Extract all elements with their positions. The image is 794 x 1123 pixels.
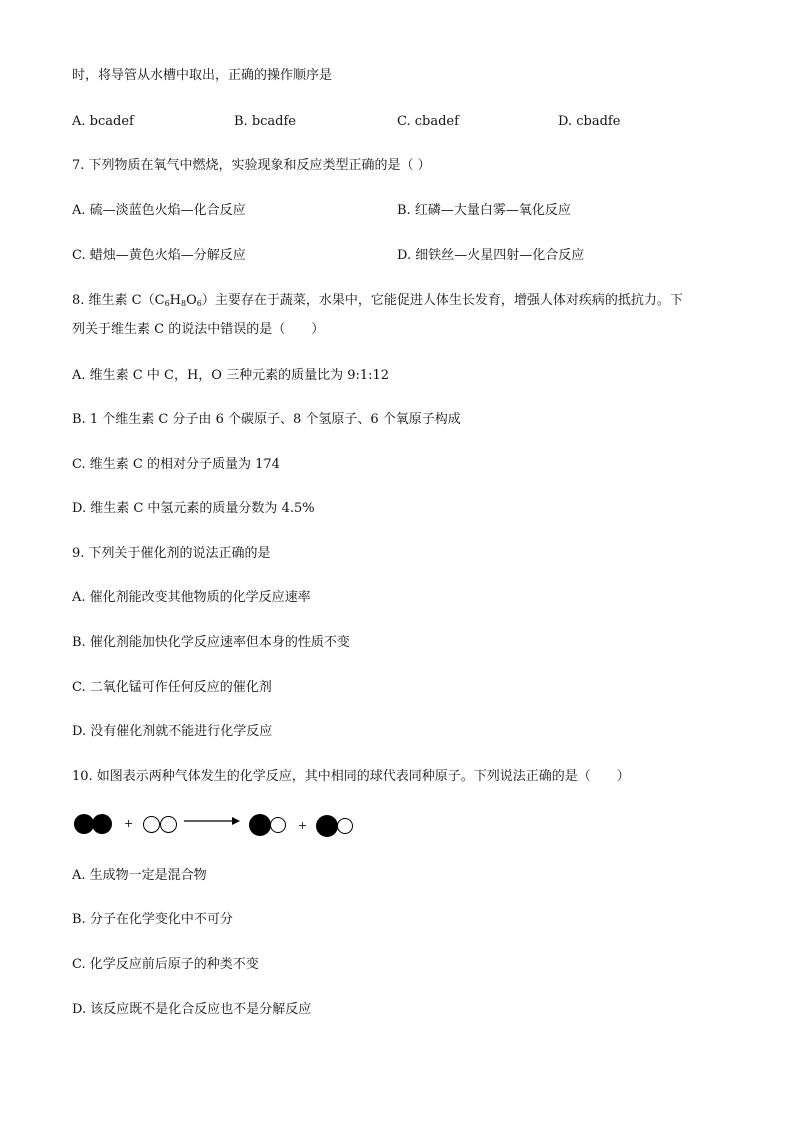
q8-option-c: C. 维生素 C 的相对分子质量为 174 bbox=[72, 457, 280, 472]
q6-option-d: D. cbadfe bbox=[558, 114, 621, 129]
black-atom bbox=[92, 814, 112, 834]
q9-option-b: B. 催化剂能加快化学反应速率但本身的性质不变 bbox=[72, 635, 350, 650]
reaction-arrow-icon bbox=[184, 815, 240, 827]
q7-option-c: C. 蜡烛—黄色火焰—分解反应 bbox=[72, 248, 246, 263]
q9-option-a: A. 催化剂能改变其他物质的化学反应速率 bbox=[72, 590, 311, 605]
q8-stem-line2: 列关于维生素 C 的说法中错误的是（ ） bbox=[72, 322, 325, 337]
q10-option-d: D. 该反应既不是化合反应也不是分解反应 bbox=[72, 1002, 312, 1017]
reactant-black-molecule bbox=[74, 812, 118, 838]
q7-option-a: A. 硫—淡蓝色火焰—化合反应 bbox=[72, 203, 246, 218]
q9-option-c: C. 二氧化锰可作任何反应的催化剂 bbox=[72, 680, 272, 695]
black-atom bbox=[316, 815, 338, 837]
reactant-white-molecule bbox=[143, 812, 179, 838]
q8-option-d: D. 维生素 C 中氢元素的质量分数为 4.5% bbox=[72, 501, 315, 516]
q9-stem: 9. 下列关于催化剂的说法正确的是 bbox=[72, 546, 271, 561]
q6-option-b: B. bcadfe bbox=[234, 114, 296, 129]
q7-option-b: B. 红磷—大量白雾—氧化反应 bbox=[397, 203, 571, 218]
q10-stem: 10. 如图表示两种气体发生的化学反应，其中相同的球代表同种原子。下列说法正确的是（ ） bbox=[72, 769, 630, 784]
product-molecule-1 bbox=[249, 812, 293, 838]
q7-stem: 7. 下列物质在氧气中燃烧，实验现象和反应类型正确的是（ ） bbox=[72, 158, 431, 173]
plus-sign: + bbox=[124, 817, 134, 830]
q10-option-a: A. 生成物一定是混合物 bbox=[72, 868, 207, 883]
black-atom bbox=[74, 814, 94, 834]
q6-option-c: C. cbadef bbox=[397, 114, 459, 129]
q6-option-a: A. bcadef bbox=[72, 114, 134, 129]
white-atom bbox=[160, 816, 177, 833]
q10-option-c: C. 化学反应前后原子的种类不变 bbox=[72, 957, 259, 972]
q9-option-d: D. 没有催化剂就不能进行化学反应 bbox=[72, 724, 273, 739]
q10-option-b: B. 分子在化学变化中不可分 bbox=[72, 912, 233, 927]
black-atom bbox=[249, 814, 271, 836]
q7-option-d: D. 细铁丝—火星四射—化合反应 bbox=[397, 248, 585, 263]
white-atom bbox=[143, 816, 160, 833]
q8-stem: 8. 维生素 $C(C_6H_8O_6)$主要存在于蔬菜，水果中，它能促进人体生长发育，增强人体对疾病的抵抗力。下 bbox=[72, 293, 683, 308]
white-atom bbox=[270, 817, 286, 833]
q8-option-b: B. 1 个维生素 C 分子由 6 个碳原子、8 个氢原子、6 个氧原子构成 bbox=[72, 412, 461, 427]
product-molecule-2 bbox=[316, 812, 360, 838]
white-atom bbox=[337, 818, 353, 834]
q8-option-a: A. 维生素 C 中 C，H，O 三种元素的质量比为 9:1:12 bbox=[72, 368, 390, 383]
plus-sign: + bbox=[298, 819, 308, 832]
q6-stem-continuation: 时，将导管从水槽中取出，正确的操作顺序是 bbox=[72, 68, 333, 83]
